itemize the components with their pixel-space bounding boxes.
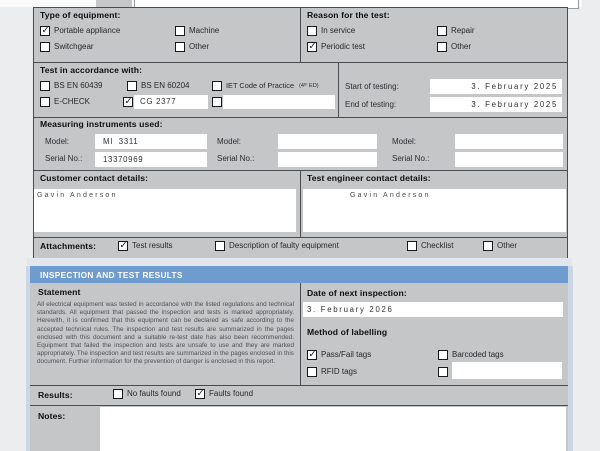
start-of-testing-label: Start of testing: <box>345 82 399 91</box>
custom-standard-input-2[interactable] <box>223 95 335 109</box>
labelling-title: Method of labelling <box>307 327 388 337</box>
option-label: Test results <box>132 241 173 250</box>
option-barcoded-tags[interactable] <box>438 350 504 360</box>
engineer-contact-title: Test engineer contact details: <box>307 173 431 183</box>
option-faults-found[interactable] <box>195 389 253 399</box>
engineer-contact-value: Gavin Anderson <box>350 192 431 199</box>
option-custom-standard-1[interactable] <box>123 97 133 107</box>
checkbox[interactable] <box>212 97 222 107</box>
inspection-header-title: INSPECTION AND TEST RESULTS <box>40 270 183 280</box>
next-inspection-field[interactable] <box>303 302 563 317</box>
start-of-testing-field[interactable] <box>430 79 562 94</box>
checkbox[interactable] <box>40 26 50 36</box>
custom-standard-input-1[interactable] <box>134 95 208 109</box>
option-label: IET Code of Practice <box>226 81 295 90</box>
measuring-instruments-title: Measuring instruments used: <box>40 119 163 129</box>
column-divider <box>338 62 339 118</box>
option-e-check[interactable] <box>40 97 90 107</box>
option-bs-en-60439[interactable] <box>40 81 102 91</box>
checkbox[interactable] <box>175 42 185 52</box>
column-divider <box>300 7 301 63</box>
next-inspection-value: 3. February 2026 <box>307 305 394 314</box>
checkbox[interactable] <box>40 81 50 91</box>
customer-contact-value: Gavin Anderson <box>37 192 118 199</box>
notes-value <box>100 407 566 410</box>
checkbox[interactable] <box>307 42 317 52</box>
checkbox[interactable] <box>437 26 447 36</box>
checkbox[interactable] <box>215 241 225 251</box>
option-reason-other[interactable] <box>437 42 471 52</box>
end-of-testing-field[interactable] <box>430 97 562 112</box>
option-custom-standard-2[interactable] <box>212 97 222 107</box>
option-bs-en-60204[interactable] <box>127 81 189 91</box>
option-test-results[interactable] <box>118 241 172 251</box>
statement-title: Statement <box>38 287 81 297</box>
column-divider <box>300 170 301 238</box>
option-equipment-other[interactable] <box>175 42 209 52</box>
notes-label: Notes: <box>38 411 66 421</box>
checkbox[interactable] <box>437 42 447 52</box>
option-label: No faults found <box>127 389 181 398</box>
option-machine[interactable] <box>175 26 219 36</box>
option-label: RFID tags <box>321 367 358 376</box>
checkbox[interactable] <box>195 389 205 399</box>
checkbox[interactable] <box>127 81 137 91</box>
checkbox[interactable] <box>113 389 123 399</box>
option-label: BS EN 60204 <box>141 81 190 90</box>
option-label: Repair <box>451 26 475 35</box>
checkbox[interactable] <box>123 97 133 107</box>
option-label: Machine <box>189 26 220 35</box>
column-divider <box>300 283 301 385</box>
attachments-title: Attachments: <box>40 241 97 251</box>
option-rfid-tags[interactable] <box>307 367 357 377</box>
option-label: In service <box>321 26 356 35</box>
next-inspection-label: Date of next inspection: <box>307 288 407 298</box>
option-labelling-custom[interactable] <box>438 367 448 377</box>
option-checklist[interactable] <box>407 241 453 251</box>
serial-field-1[interactable] <box>95 152 207 167</box>
serial-field-3[interactable] <box>455 152 563 167</box>
serial-field-2[interactable] <box>278 152 377 167</box>
option-description-faulty-equipment[interactable] <box>215 241 339 251</box>
customer-contact-title: Customer contact details: <box>40 173 149 183</box>
option-periodic-test[interactable] <box>307 42 365 52</box>
top-cropped-label-stub <box>96 0 132 7</box>
notes-textarea[interactable] <box>100 407 566 451</box>
option-label: Periodic test <box>321 42 366 51</box>
model-value-1: MI 3311 <box>103 137 139 146</box>
option-label: BS EN 60439 <box>54 81 103 90</box>
labelling-custom-input[interactable] <box>452 362 562 379</box>
option-pass-fail-tags[interactable] <box>307 350 371 360</box>
option-label: E-CHECK <box>54 97 91 106</box>
end-of-testing-value: 3. February 2025 <box>471 100 558 109</box>
checkbox[interactable] <box>212 81 222 91</box>
checkbox[interactable] <box>438 367 448 377</box>
statement-text: All electrical equipment was tested in accordance with the listed regulations and technical standards. All equipment that passed the inspection and tests is marked appropriately. Herewith, it is confirmed that this equipment can be declared as safe according to the accepted technical rules. The inspection and test results are summarized in the pages enclosed with this document and a suitable re-test date has also been recommended. Equipment that failed the inspection and tests are unsafe to use and they are marked appropriately. The inspection and test results are summarized in the pages enclosed in this document. Further information for the prevention of danger is enclosed in this report. <box>37 301 294 366</box>
option-label: Barcoded tags <box>452 350 504 359</box>
model-label-3: Model: <box>392 137 417 146</box>
option-label: Other <box>497 241 518 250</box>
engineer-contact-textarea[interactable] <box>303 189 566 232</box>
checkbox[interactable] <box>307 26 317 36</box>
section-divider <box>30 405 568 406</box>
option-attachments-other[interactable] <box>483 241 517 251</box>
customer-contact-textarea[interactable] <box>34 189 296 232</box>
panel-frame-right <box>568 266 573 451</box>
option-iet-code-of-practice[interactable] <box>212 81 319 91</box>
option-label-suffix: (4ᵗʰ ED) <box>299 83 319 89</box>
checkbox[interactable] <box>40 42 50 52</box>
serial-label-3: Serial No.: <box>392 154 430 163</box>
checkbox[interactable] <box>307 367 317 377</box>
option-repair[interactable] <box>437 26 475 36</box>
model-field-3[interactable] <box>455 134 563 149</box>
option-switchgear[interactable] <box>40 42 94 52</box>
checkbox[interactable] <box>407 241 417 251</box>
checkbox[interactable] <box>483 241 493 251</box>
type-of-equipment-title: Type of equipment: <box>40 10 121 20</box>
custom-standard-value: CG 2377 <box>140 97 177 106</box>
panel-gap <box>27 258 572 266</box>
test-accordance-title: Test in accordance with: <box>40 65 143 75</box>
option-label: Other <box>189 42 210 51</box>
checkbox[interactable] <box>40 97 50 107</box>
serial-label-1: Serial No.: <box>45 154 83 163</box>
option-label: Description of faulty equipment <box>229 241 339 250</box>
checkbox[interactable] <box>118 241 128 251</box>
option-label: Pass/Fail tags <box>321 350 372 359</box>
results-label: Results: <box>38 390 73 400</box>
option-label: Checklist <box>421 241 454 250</box>
model-field-1[interactable] <box>95 134 207 149</box>
option-in-service[interactable] <box>307 26 355 36</box>
serial-value-1: 13370969 <box>103 155 144 164</box>
option-portable-appliance[interactable] <box>40 26 120 36</box>
checkbox[interactable] <box>438 350 448 360</box>
end-of-testing-label: End of testing: <box>345 100 397 109</box>
option-label: Switchgear <box>54 42 94 51</box>
reason-for-test-title: Reason for the test: <box>307 10 390 20</box>
option-no-faults-found[interactable] <box>113 389 181 399</box>
checkbox[interactable] <box>307 350 317 360</box>
section-divider <box>33 117 568 118</box>
start-of-testing-value: 3. February 2025 <box>471 82 558 91</box>
serial-label-2: Serial No.: <box>217 154 255 163</box>
option-label: Portable appliance <box>54 26 121 35</box>
option-label: Faults found <box>209 389 254 398</box>
model-field-2[interactable] <box>278 134 377 149</box>
model-label-2: Model: <box>217 137 242 146</box>
model-label-1: Model: <box>45 137 70 146</box>
option-label: Other <box>451 42 472 51</box>
section-divider <box>30 385 568 386</box>
checkbox[interactable] <box>175 26 185 36</box>
